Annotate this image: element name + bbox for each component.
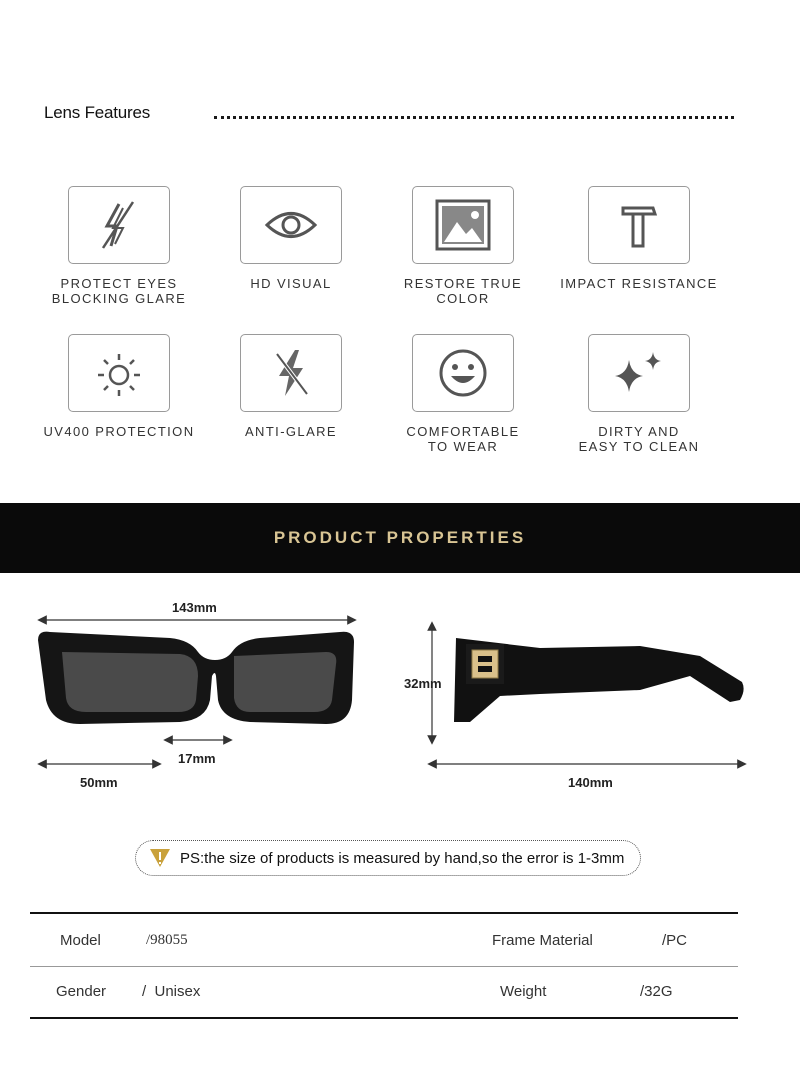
eye-icon — [240, 186, 342, 264]
table-top-rule — [30, 912, 738, 914]
feature-restore-color — [378, 186, 548, 306]
feature-label: IMPACT RESISTANCE — [560, 276, 718, 291]
lens-features-header — [44, 100, 734, 130]
feature-label: ANTI-GLARE — [244, 424, 337, 439]
smiley-face-icon — [412, 334, 514, 412]
feature-label: COMFORTABLE TO WEAR — [406, 424, 520, 454]
sun-icon — [68, 334, 170, 412]
note-text: PS:the size of products is measured by hand,so the error is 1-3mm — [180, 849, 625, 867]
sparkle-icon — [588, 334, 690, 412]
table-bottom-rule — [30, 1017, 738, 1019]
spec-frame-material-label: Frame Material — [492, 932, 593, 949]
feature-anti-glare — [206, 334, 376, 439]
feature-uv400 — [34, 334, 204, 439]
feature-hd-visual — [206, 186, 376, 291]
temple-length-label: 140mm — [568, 775, 613, 790]
landscape-picture-icon — [412, 186, 514, 264]
feature-comfortable — [378, 334, 548, 454]
measurement-note — [135, 840, 641, 876]
lightning-slash-icon — [68, 186, 170, 264]
spec-gender-value: / Unisex — [142, 983, 201, 1000]
lens-height-label: 32mm — [404, 676, 442, 691]
spec-weight-value: /32G — [640, 983, 673, 1000]
lens-features-title: Lens Features — [44, 103, 151, 122]
spec-gender-label: Gender — [56, 983, 107, 1000]
hammer-icon — [588, 186, 690, 264]
bridge-width-label: 17mm — [178, 751, 216, 766]
feature-label: UV400 PROTECTION — [43, 424, 195, 439]
table-mid-rule — [30, 966, 738, 967]
total-width-label: 143mm — [172, 600, 217, 615]
dimension-diagram — [0, 590, 800, 810]
spec-model-label: Model — [60, 932, 101, 949]
spec-frame-material-value: /PC — [662, 932, 688, 949]
feature-label: HD VISUAL — [250, 276, 332, 291]
feature-easy-clean — [554, 334, 724, 454]
warning-triangle-icon — [148, 847, 172, 869]
glasses-side-view — [454, 638, 744, 722]
dotted-divider — [214, 116, 734, 119]
spec-weight-label: Weight — [500, 983, 547, 1000]
spec-model-value: /98055 — [146, 932, 188, 948]
feature-impact-resistance — [554, 186, 724, 291]
product-properties-banner — [0, 503, 800, 573]
feature-protect-eyes — [34, 186, 204, 306]
feature-label: RESTORE TRUE COLOR — [403, 276, 523, 306]
lightning-crossed-icon — [240, 334, 342, 412]
lens-width-label: 50mm — [80, 775, 118, 790]
product-properties-title: PRODUCT PROPERTIES — [273, 528, 527, 547]
glasses-front-view — [38, 632, 354, 724]
feature-label: PROTECT EYES BLOCKING GLARE — [51, 276, 187, 306]
feature-label: DIRTY AND EASY TO CLEAN — [578, 424, 700, 454]
